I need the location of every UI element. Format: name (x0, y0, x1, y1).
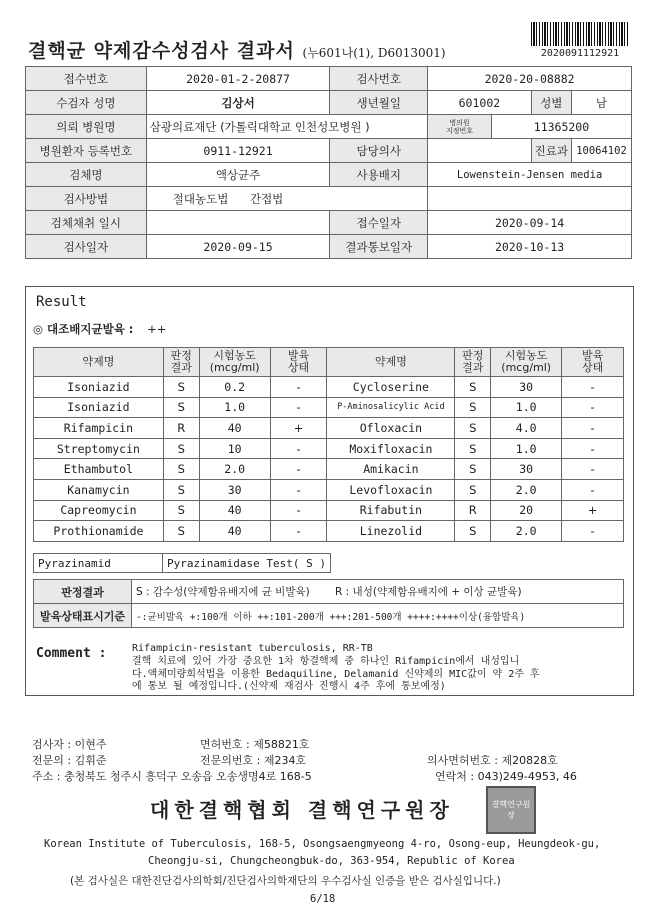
institution-name: 대한결핵협회 결핵연구원장 (150, 798, 454, 822)
medium-value: Lowenstein-Jensen media (428, 163, 632, 187)
specialist-no: 전문의번호 : 제234호 (200, 754, 307, 767)
growth-status: - (562, 479, 624, 500)
examiner: 검사자 : 이현주 (32, 738, 107, 751)
judge-result: S (455, 377, 491, 398)
control-growth (33, 321, 166, 337)
barcode (531, 22, 629, 46)
growth-status: - (562, 459, 624, 480)
birth-label: 생년월일 (330, 91, 428, 115)
result-title: Result (36, 294, 87, 310)
judge-result: S (163, 521, 199, 542)
drug-name: P-Aminosalicylic Acid (327, 397, 455, 418)
department-value: 10064102 (571, 139, 631, 163)
table-row (34, 377, 624, 398)
drug-name: Levofloxacin (327, 479, 455, 500)
hospital-no-label-2: 지정번호 (446, 126, 474, 135)
doctor-label: 담당의사 (330, 139, 428, 163)
table-row (34, 438, 624, 459)
page-number: 6/18 (310, 893, 336, 905)
pyrazinamide-table (33, 553, 331, 573)
drug-name: Isoniazid (34, 397, 164, 418)
test-concentration: 1.0 (199, 397, 270, 418)
patient-reg-no: 0911-12921 (146, 139, 330, 163)
test-concentration: 30 (491, 377, 562, 398)
certification-note: (본 검사실은 대한진단검사의학회/진단검사의학재단의 우수검사실 인증을 받은 검사실입니다.) (70, 875, 501, 887)
growth-status: - (270, 500, 327, 521)
test-no-label: 검사번호 (330, 67, 428, 91)
test-concentration: 2.0 (491, 521, 562, 542)
judge-result: S (163, 438, 199, 459)
tested-label: 검사일자 (26, 235, 147, 259)
test-concentration: 30 (491, 459, 562, 480)
growth-status: - (562, 438, 624, 459)
test-concentration: 1.0 (491, 438, 562, 459)
growth-status: - (562, 377, 624, 398)
judge-result: S (163, 500, 199, 521)
birth-date: 601002 (428, 91, 531, 115)
judge-result: R (455, 500, 491, 521)
judge-result: S (455, 418, 491, 439)
comment-line: 결핵 치료에 있어 가장 중요한 1차 항결핵제 중 하나인 Rifampicin에서 내성입니 (132, 655, 520, 667)
header-conc-left: 시험농도 (mcg/ml) (199, 348, 270, 377)
patient-reg-label: 병원환자 등록번호 (26, 139, 147, 163)
test-concentration: 2.0 (199, 459, 270, 480)
growth-status: - (562, 397, 624, 418)
susceptibility-table (33, 347, 624, 542)
judge-result: R (163, 418, 199, 439)
test-concentration: 20 (491, 500, 562, 521)
drug-name: Ofloxacin (327, 418, 455, 439)
drug-name: Ethambutol (34, 459, 164, 480)
hospital-no-label (428, 115, 492, 139)
header-conc-right: 시험농도 (mcg/ml) (491, 348, 562, 377)
drug-name: Capreomycin (34, 500, 164, 521)
comment-line: 다.액체미량희석법을 이용한 Bedaquiline, Delamanid 신약제의 MIC값이 약 2주 후 (132, 668, 540, 680)
drug-name: Isoniazid (34, 377, 164, 398)
legend-table (33, 579, 624, 628)
barcode-number: 2020091112921 (540, 48, 620, 59)
growth-scale-label: 발육상태표시기준 (34, 604, 132, 628)
test-concentration: 4.0 (491, 418, 562, 439)
legend-r: R : 내성(약제함유배지에 + 이상 균발육) (335, 586, 522, 598)
drug-name: Prothionamide (34, 521, 164, 542)
legend-values (131, 580, 623, 604)
title-text: 결핵균 약제감수성검사 결과서 (28, 40, 295, 62)
header-growth-left: 발육 상태 (270, 348, 327, 377)
tested-date: 2020-09-15 (146, 235, 330, 259)
legend-label: 판정결과 (34, 580, 132, 604)
growth-status: - (562, 418, 624, 439)
header-growth-right: 발육 상태 (562, 348, 624, 377)
received-label: 접수일자 (330, 211, 428, 235)
reported-date: 2020-10-13 (428, 235, 632, 259)
table-row (34, 500, 624, 521)
document-title (28, 36, 446, 63)
judge-result: S (455, 397, 491, 418)
growth-status: - (270, 438, 327, 459)
address-en-line2: Cheongju-si, Chungcheongbuk-do, 363-954, Republic of Korea (148, 855, 515, 867)
sex-label: 성별 (531, 91, 571, 115)
drug-name: Moxifloxacin (327, 438, 455, 459)
hospital-label: 의뢰 병원명 (26, 115, 147, 139)
drug-name: Streptomycin (34, 438, 164, 459)
patient-name-label: 수검자 성명 (26, 91, 147, 115)
patient-info-table (25, 66, 632, 259)
department-label: 진료과 (531, 139, 571, 163)
address-en-line1: Korean Institute of Tuberculosis, 168-5, Osongsaengmyeong 4-ro, Osong-eup, Heungdeok-gu, (44, 838, 601, 850)
test-concentration: 40 (199, 500, 270, 521)
method-empty (428, 187, 632, 211)
growth-status: - (270, 459, 327, 480)
test-concentration: 0.2 (199, 377, 270, 398)
header-drug-left: 약제명 (34, 348, 164, 377)
hospital-no: 11365200 (491, 115, 631, 139)
reported-label: 결과통보일자 (330, 235, 428, 259)
test-concentration: 2.0 (491, 479, 562, 500)
growth-status: + (562, 500, 624, 521)
method-2: 간접법 (249, 191, 284, 206)
reception-no-label: 접수번호 (26, 67, 147, 91)
test-no: 2020-20-08882 (428, 67, 632, 91)
doctor-license: 의사면허번호 : 제20828호 (427, 754, 558, 767)
patient-name: 김상서 (146, 91, 330, 115)
drug-name: Rifabutin (327, 500, 455, 521)
growth-scale: -:균비발육 +:100개 이하 ++:101-200개 +++:201-500개 ++++:++++이상(융합발육) (131, 604, 623, 628)
table-row (34, 459, 624, 480)
examiner-license: 면허번호 : 제58821호 (200, 738, 310, 751)
table-row (34, 521, 624, 542)
hospital-no-label-1: 병의원 (449, 118, 470, 127)
drug-name: Rifampicin (34, 418, 164, 439)
judge-result: S (163, 377, 199, 398)
pza-label: Pyrazinamid (34, 554, 163, 573)
seal-text: 결핵연구원장 (491, 800, 531, 820)
collected-label: 검체채취 일시 (26, 211, 147, 235)
comment-label: Comment : (36, 646, 107, 661)
growth-status: - (270, 479, 327, 500)
specialist: 전문의 : 김휘준 (32, 754, 107, 767)
comment-line: 에 통보 될 예정입니다.(신약제 재검사 진행시 4주 후에 통보예정) (132, 681, 446, 693)
comment-text (132, 643, 540, 694)
comment-line: Rifampicin-resistant tuberculosis, RR-TB (132, 643, 373, 654)
header-judge-right: 판정 결과 (455, 348, 491, 377)
test-concentration: 40 (199, 418, 270, 439)
doctor-name (428, 139, 531, 163)
form-code: (누601나(1), D6013001) (302, 46, 446, 60)
judge-result: S (455, 521, 491, 542)
legend-s: S : 감수성(약제함유배지에 균 비발육) (135, 586, 310, 598)
drug-name: Kanamycin (34, 479, 164, 500)
table-row (34, 418, 624, 439)
pza-value: Pyrazinamidase Test( S ) (163, 554, 331, 573)
test-concentration: 40 (199, 521, 270, 542)
test-concentration: 10 (199, 438, 270, 459)
judge-result: S (455, 438, 491, 459)
growth-status: + (270, 418, 327, 439)
collected-value (146, 211, 330, 235)
control-growth-label: ◎ 대조배지균발육 : (33, 322, 134, 336)
method-label: 검사방법 (26, 187, 147, 211)
received-date: 2020-09-14 (428, 211, 632, 235)
specimen-label: 검체명 (26, 163, 147, 187)
header-drug-right: 약제명 (327, 348, 455, 377)
method-1: 절대농도법 (172, 191, 229, 206)
drug-name: Amikacin (327, 459, 455, 480)
growth-status: - (270, 377, 327, 398)
reception-no: 2020-01-2-20877 (146, 67, 330, 91)
medium-label: 사용배지 (330, 163, 428, 187)
contact: 연락처 : 043)249-4953, 46 (435, 770, 577, 783)
test-concentration: 30 (199, 479, 270, 500)
header-judge-left: 판정 결과 (163, 348, 199, 377)
judge-result: S (455, 479, 491, 500)
table-row (34, 479, 624, 500)
judge-result: S (455, 459, 491, 480)
test-concentration: 1.0 (491, 397, 562, 418)
drug-name: Linezolid (327, 521, 455, 542)
control-growth-value: ++ (147, 322, 167, 336)
official-seal (486, 786, 536, 834)
judge-result: S (163, 459, 199, 480)
specimen-value: 액상균주 (146, 163, 330, 187)
hospital-name: 삼광의료재단 (가톨릭대학교 인천성모병원 ) (146, 115, 427, 139)
sex-value: 남 (571, 91, 631, 115)
growth-status: - (562, 521, 624, 542)
method-value (146, 187, 427, 211)
table-row (34, 397, 624, 418)
growth-status: - (270, 521, 327, 542)
growth-status: - (270, 397, 327, 418)
address: 주소 : 충청북도 청주시 흥덕구 오송읍 오송생명4로 168-5 (32, 770, 312, 783)
drug-name: Cycloserine (327, 377, 455, 398)
judge-result: S (163, 397, 199, 418)
judge-result: S (163, 479, 199, 500)
